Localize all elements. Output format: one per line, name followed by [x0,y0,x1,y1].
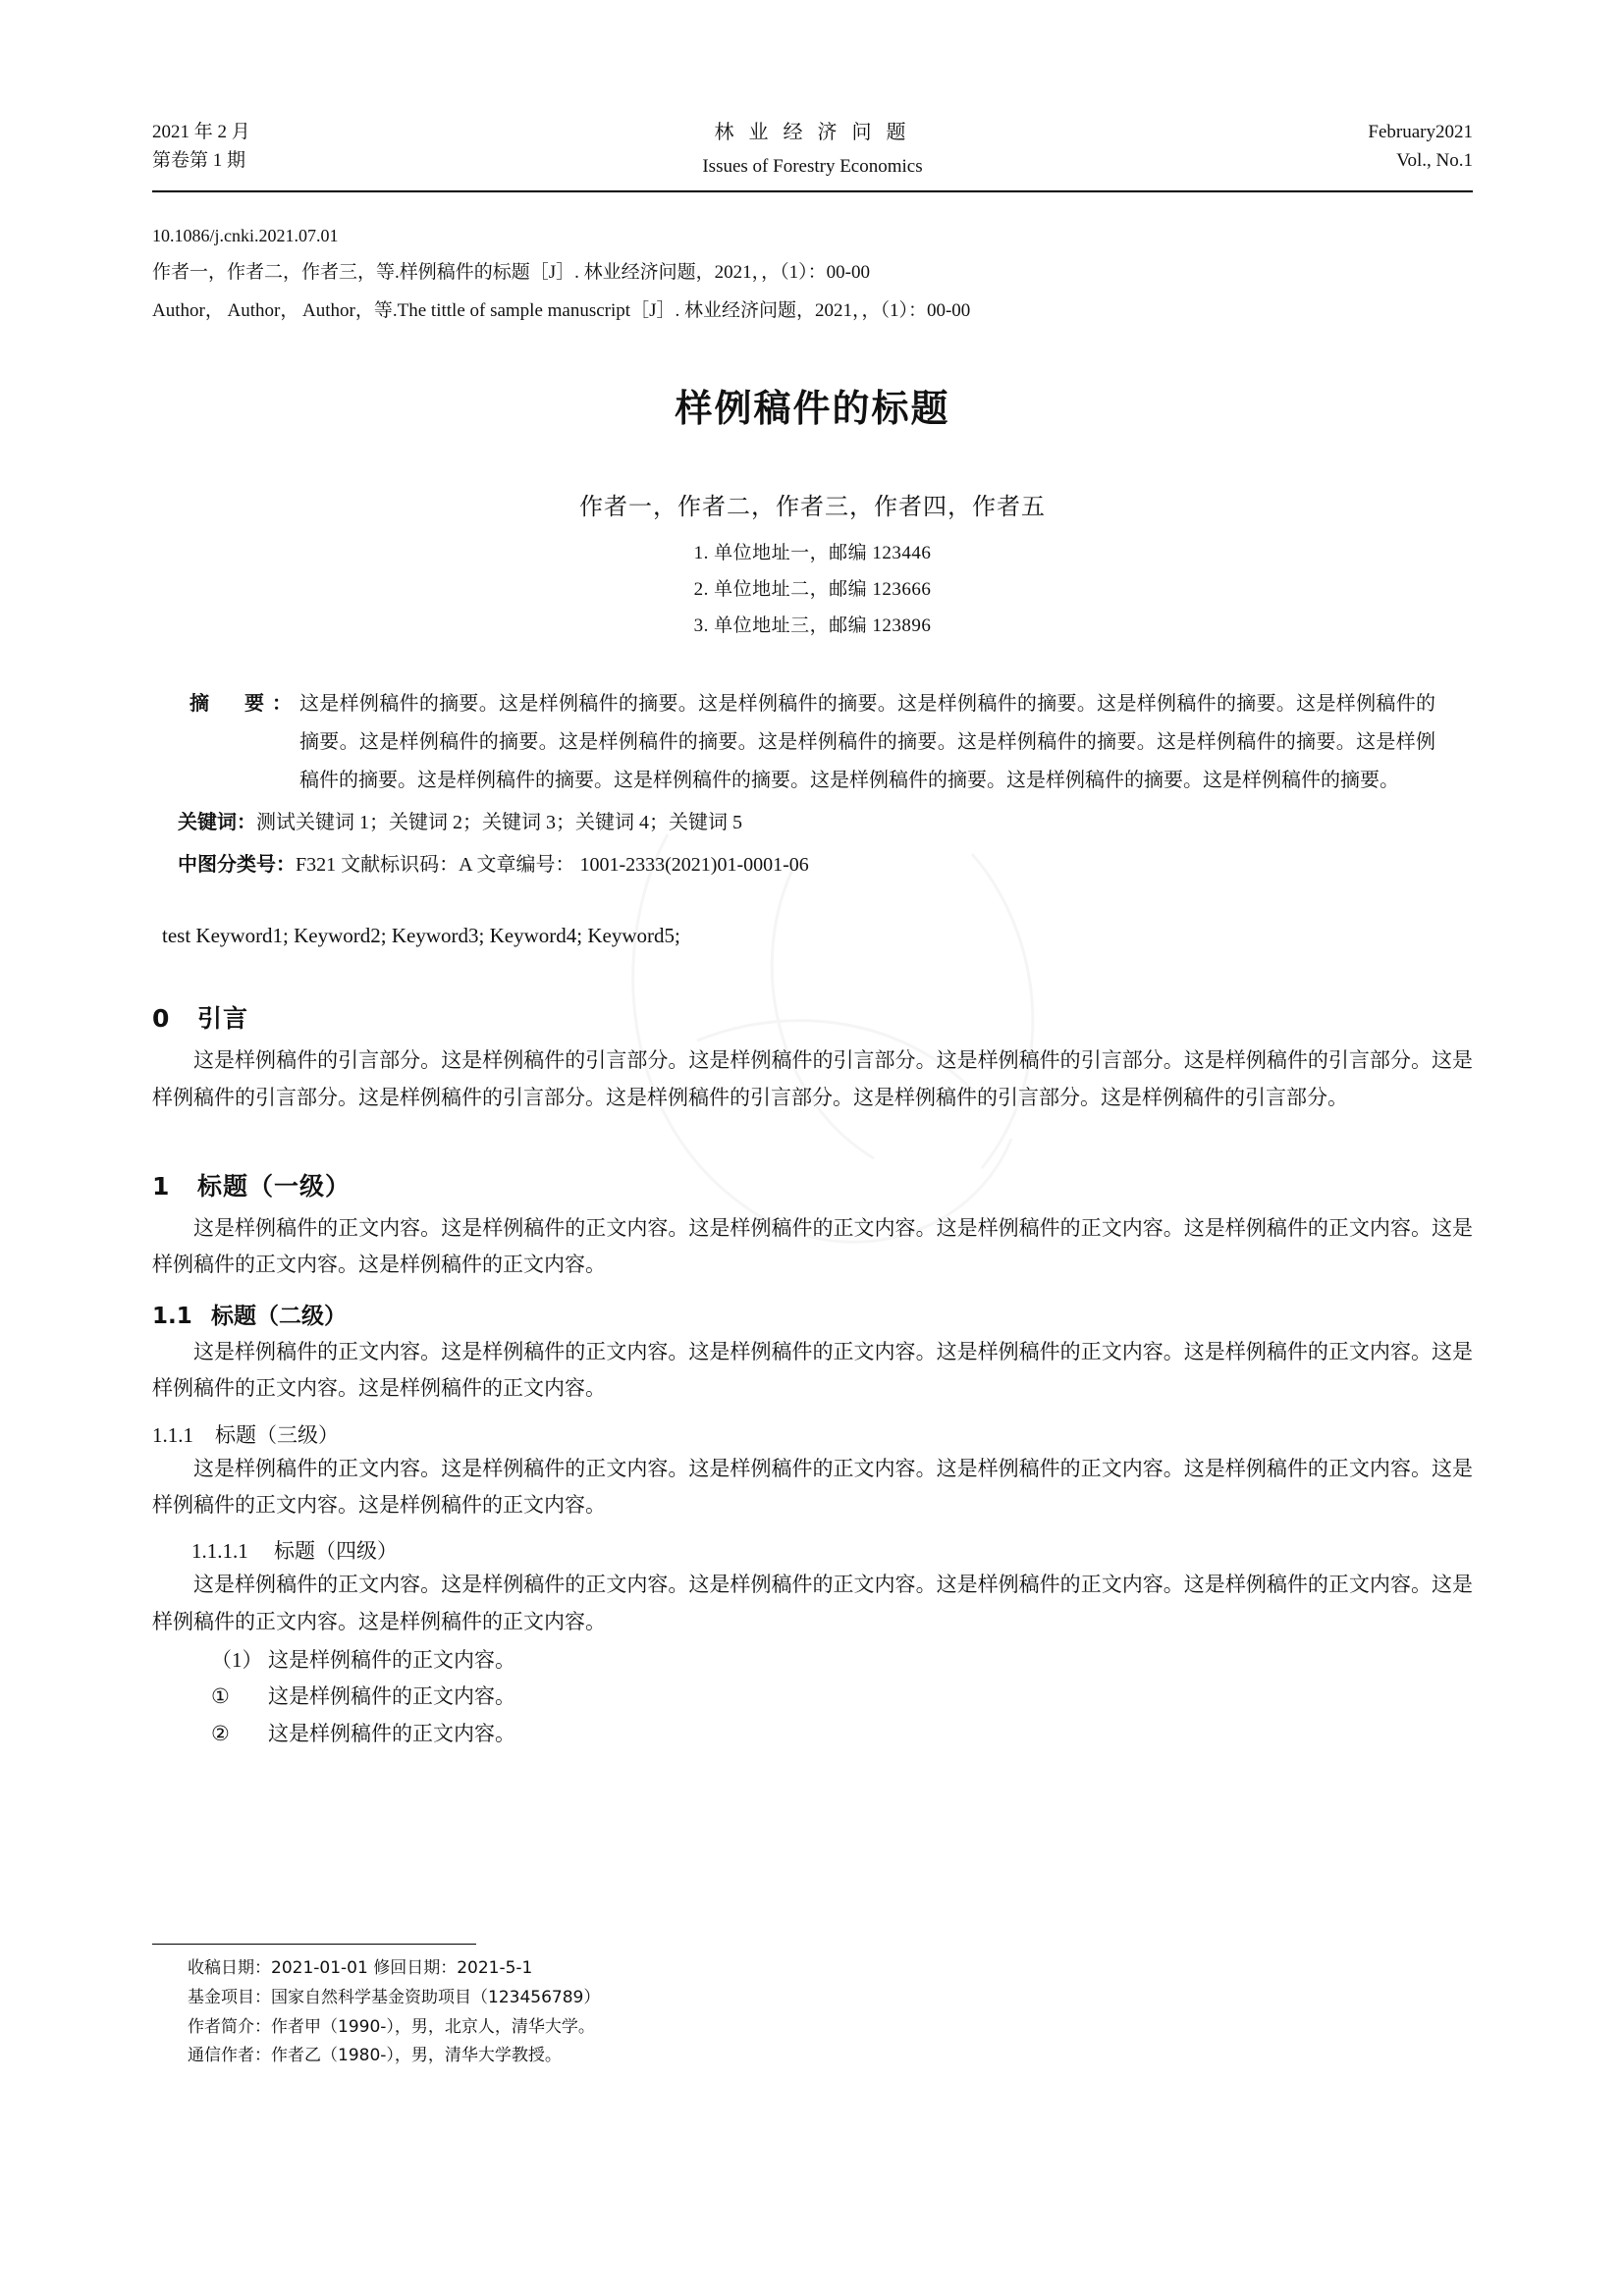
affiliation-2: 2. 单位地址二，邮编 123666 [693,579,932,601]
keywords-text: 测试关键词 1；关键词 2；关键词 3；关键词 4；关键词 5 [256,812,742,834]
list-item-marker: ② [211,1721,230,1745]
list-item [152,1716,1473,1752]
section-number-1-1: 1.1 [152,1303,192,1329]
running-head-right [1178,118,1473,176]
section-number-1-1-1-1: 1.1.1.1 [191,1539,248,1564]
doi-text: 10.1086/j.cnki.2021.07.01 [152,226,339,246]
footnote-divider [152,1944,476,1945]
section-body-1: 这是样例稿件的正文内容。这是样例稿件的正文内容。这是样例稿件的正文内容。这是样例稿件的正文内容。这是样例稿件的正文内容。这是样例稿件的正文内容。这是样例稿件的正文内容。 [152,1216,1473,1277]
footnote-author-bio: 作者简介：作者甲（1990-），男，北京人，清华大学。 [188,2016,595,2037]
running-head [152,118,1473,181]
abstract-paragraph [152,685,1473,800]
abstract-text: 这是样例稿件的摘要。这是样例稿件的摘要。这是样例稿件的摘要。这是样例稿件的摘要。这是样例稿件的摘要。这是样例稿件的摘要。这是样例稿件的摘要。这是样例稿件的摘要。这是样例稿件的摘要。这是样例稿件的摘要。这是样例稿件的摘要。这是样例稿件的摘要。这是样例稿件的摘要。这是样例稿件的摘要。这是样例稿件的摘要。这是样例稿件的摘要。这是样例稿件的摘要。 [299,693,1435,792]
page-title: 样例稿件的标题 [675,387,950,431]
author-list: 作者一，作者二，作者三，作者四，作者五 [579,495,1046,521]
citation-chinese: 作者一，作者二，作者三，等.样例稿件的标题［J］. 林业经济问题，2021，，（1）：00-00 [152,262,870,284]
volume-issue-cn: 第卷第 1 期 [152,150,246,172]
volume-issue-en: Vol., No.1 [1396,150,1473,172]
journal-name-en: Issues of Forestry Economics [702,156,923,177]
abstract-label: 摘 要： [189,693,299,716]
english-keywords: test Keyword1; Keyword2; Keyword3; Keyword4; Keyword5; [162,924,680,948]
header-divider [152,190,1473,192]
section-number-1-1-1: 1.1.1 [152,1422,193,1447]
section-title-1-1-1: 标题（三级） [215,1422,339,1447]
list-item-text: 这是样例稿件的正文内容。 [268,1721,515,1745]
keywords-label: 关键词： [178,812,256,834]
section-body-1-1-1: 这是样例稿件的正文内容。这是样例稿件的正文内容。这是样例稿件的正文内容。这是样例稿件的正文内容。这是样例稿件的正文内容。这是样例稿件的正文内容。这是样例稿件的正文内容。 [152,1456,1473,1517]
section-title-0: 引言 [197,1004,249,1034]
affiliation-3: 3. 单位地址三，邮编 123896 [693,615,932,637]
list-item-marker: ① [211,1684,230,1709]
clc-text: F321 文献标识码：A 文章编号： 1001-2333(2021)01-0001-06 [296,854,809,877]
section-body-1-1-1-1: 这是样例稿件的正文内容。这是样例稿件的正文内容。这是样例稿件的正文内容。这是样例稿件的正文内容。这是样例稿件的正文内容。这是样例稿件的正文内容。这是样例稿件的正文内容。 [152,1573,1473,1633]
clc-line [152,846,1473,884]
issue-date-en: February2021 [1368,122,1473,142]
keywords-line [152,804,1473,842]
footnote-received-date: 收稿日期：2021-01-01 修回日期：2021-5-1 [188,1958,533,1978]
section-heading-1 [152,1167,1473,1202]
section-heading-1-1-1 [152,1419,1473,1449]
list-item [152,1642,1473,1679]
list-item-text: 这是样例稿件的正文内容。 [268,1648,515,1673]
list-item-marker: （1） [211,1648,263,1673]
affiliation-1: 1. 单位地址一，邮编 123446 [693,543,932,564]
section-heading-1-1-1-1 [152,1535,1473,1565]
section-body-0: 这是样例稿件的引言部分。这是样例稿件的引言部分。这是样例稿件的引言部分。这是样例稿件的引言部分。这是样例稿件的引言部分。这是样例稿件的引言部分。这是样例稿件的引言部分。这是样例稿件的引言部分。这是样例稿件的引言部分。这是样例稿件的引言部分。 [152,1048,1473,1109]
section-number-0: 0 [152,1004,171,1034]
footnote-block [152,1944,1330,2071]
section-number-1: 1 [152,1172,171,1201]
citation-block [152,218,1473,331]
affiliation-list [152,535,1473,644]
section-heading-0 [152,999,1473,1035]
section-body-1-1: 这是样例稿件的正文内容。这是样例稿件的正文内容。这是样例稿件的正文内容。这是样例稿件的正文内容。这是样例稿件的正文内容。这是样例稿件的正文内容。这是样例稿件的正文内容。 [152,1339,1473,1401]
clc-label: 中图分类号： [178,854,296,877]
abstract-block [152,685,1473,884]
page-content [152,118,1473,1752]
issue-date-cn: 2021 年 2 月 [152,122,250,142]
running-head-left [152,118,447,176]
running-head-center [447,118,1178,181]
list-item-text: 这是样例稿件的正文内容。 [268,1684,515,1709]
footnote-corresponding-author: 通信作者：作者乙（1980-），男，清华大学教授。 [188,2046,562,2066]
section-heading-1-1 [152,1298,1473,1330]
list-item [152,1679,1473,1715]
journal-name-cn: 林 业 经 济 问 题 [714,122,911,143]
section-title-1: 标题（一级） [197,1172,352,1201]
section-title-1-1: 标题（二级） [211,1303,347,1329]
section-title-1-1-1-1: 标题（四级） [274,1539,398,1564]
footnote-funding: 基金项目：国家自然科学基金资助项目（123456789） [188,1987,601,2007]
citation-english: Author， Author， Author，等.The tittle of sample manuscript［J］. 林业经济问题，2021，，（1）：00-00 [152,300,971,322]
